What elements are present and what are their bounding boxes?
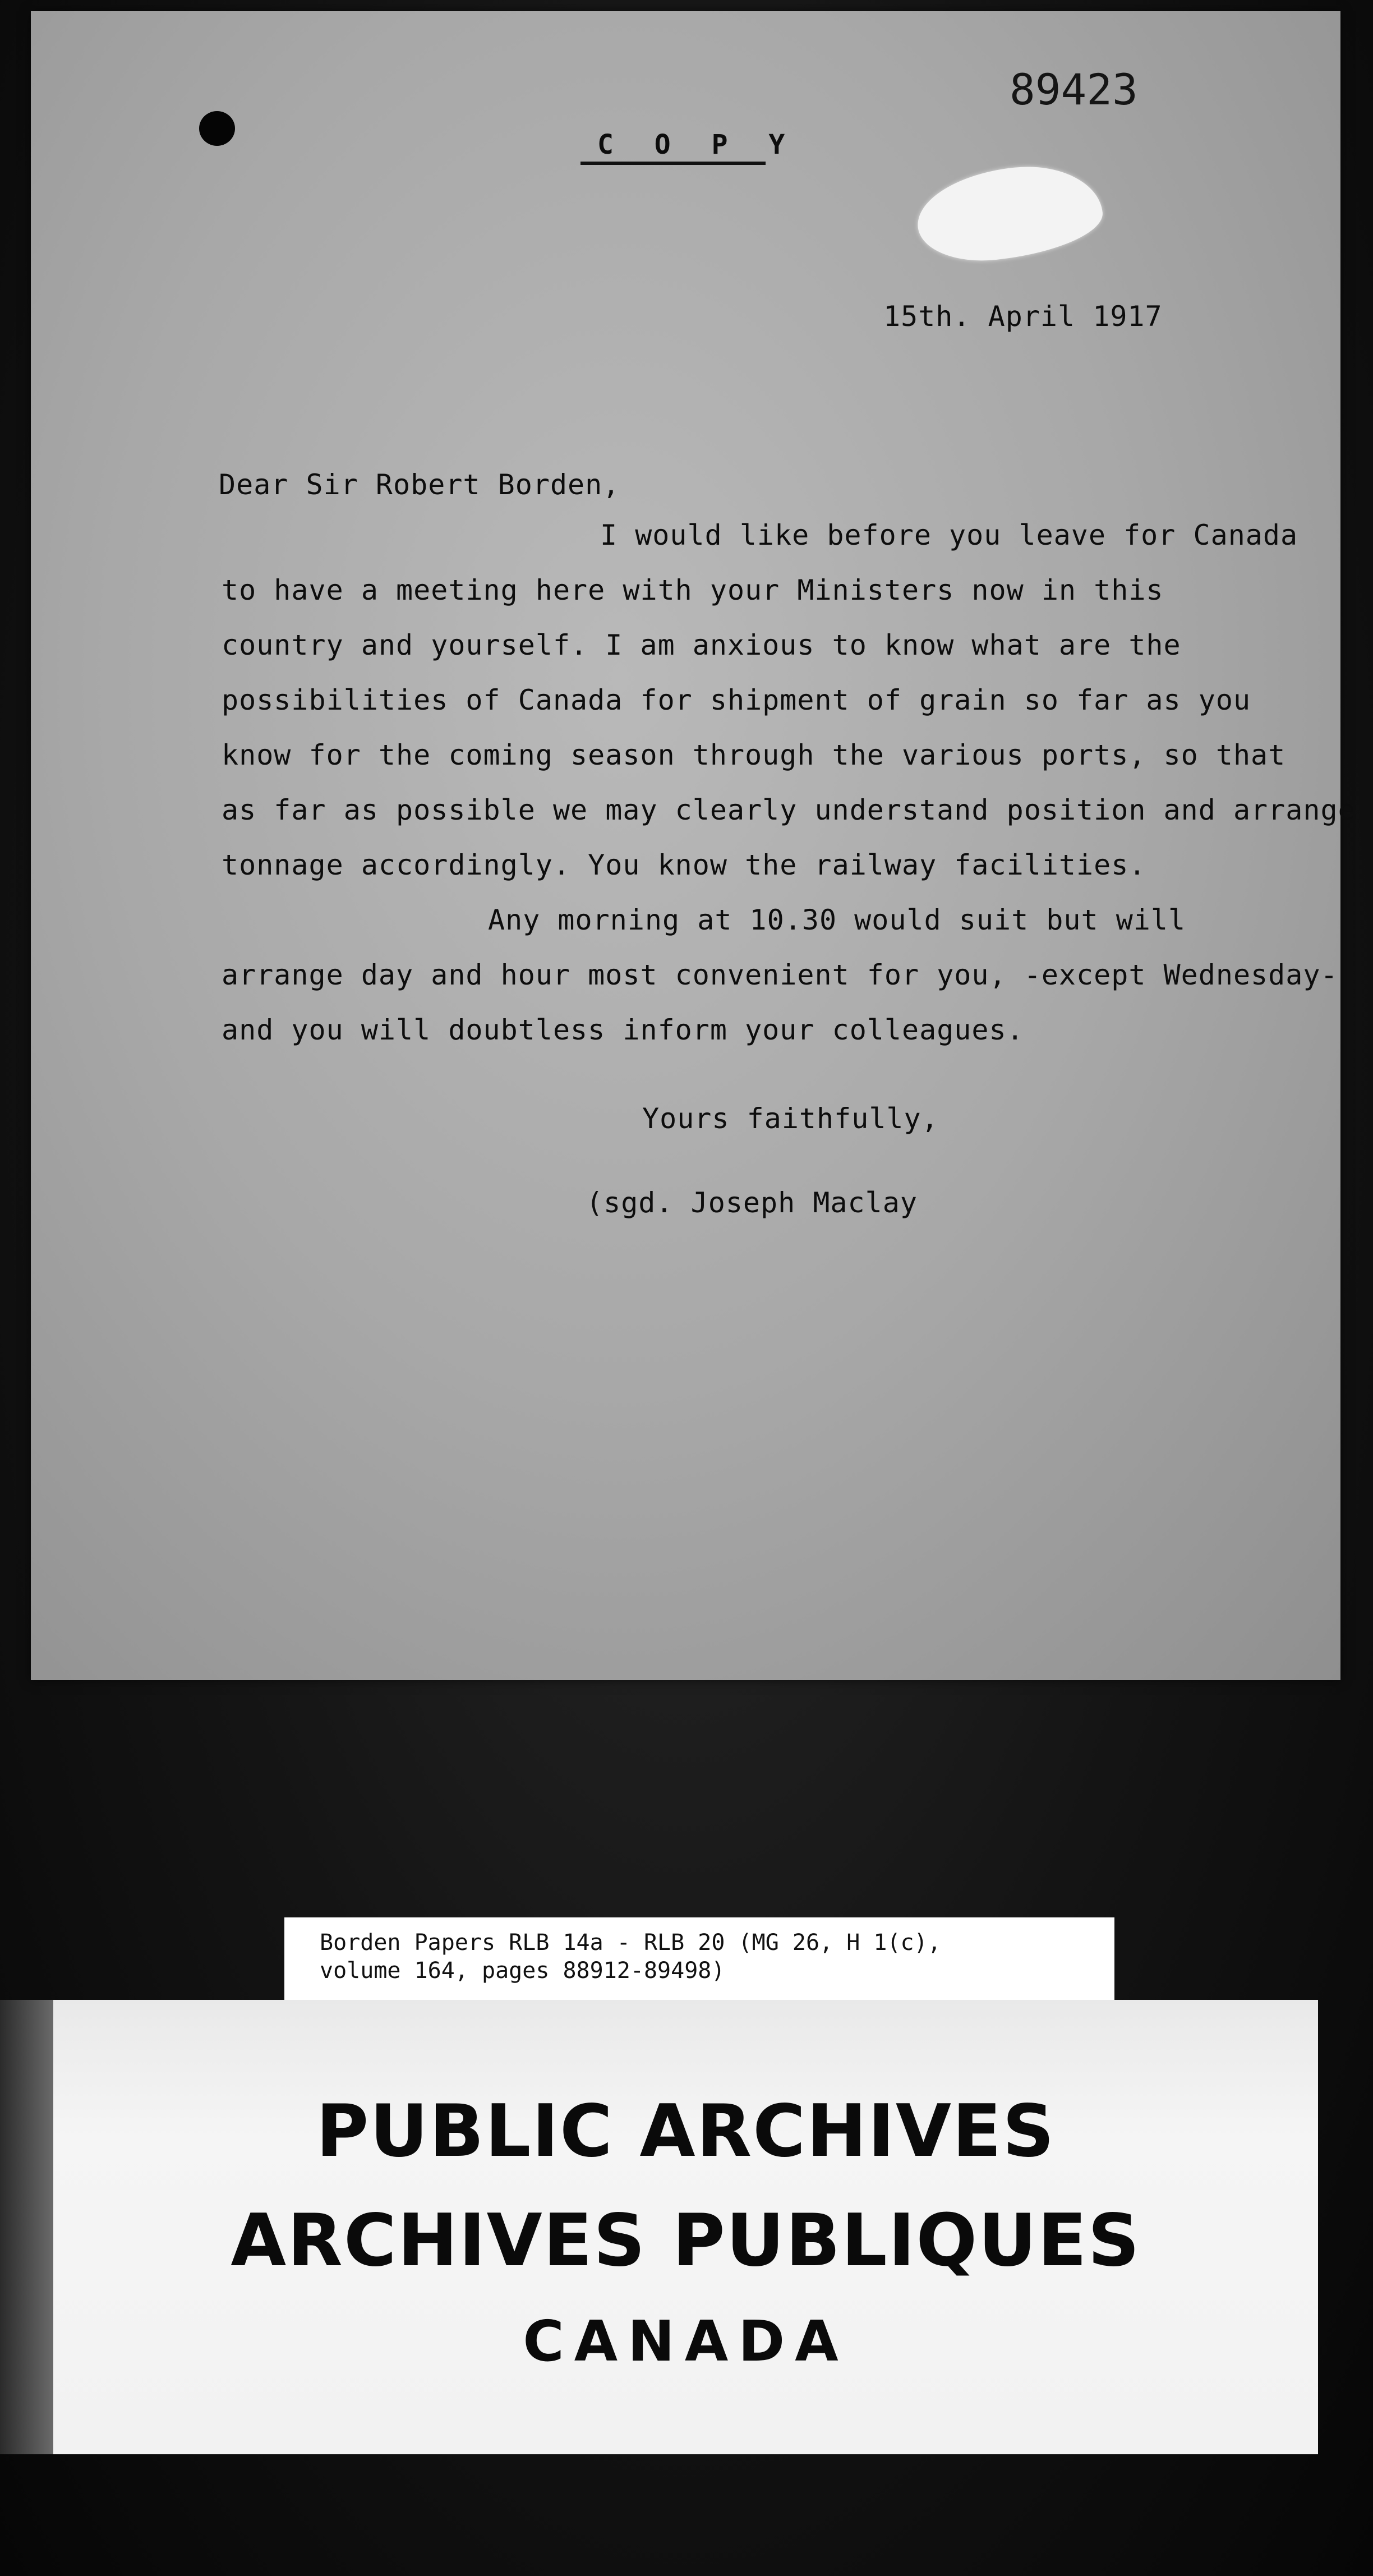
archives-card xyxy=(53,2000,1318,2454)
card-edge xyxy=(0,2000,53,2454)
reference-label xyxy=(284,1917,1114,2002)
punch-hole xyxy=(199,111,235,146)
body-line: arrange day and hour most convenient for you, -except Wednesday- xyxy=(222,959,1338,991)
body-line: country and yourself. I am anxious to know what are the xyxy=(222,629,1181,661)
body-line: know for the coming season through the various ports, so that xyxy=(222,739,1286,771)
salutation: Dear Sir Robert Borden, xyxy=(219,468,620,501)
letter-date: 15th. April 1917 xyxy=(883,300,1163,333)
archives-title-fr: ARCHIVES PUBLIQUES xyxy=(231,2199,1141,2283)
reference-line: Borden Papers RLB 14a - RLB 20 (MG 26, H 1(c), xyxy=(320,1930,941,1956)
body-line: as far as possible we may clearly understand position and arrange xyxy=(222,794,1356,826)
white-patch xyxy=(913,159,1107,268)
body-line: tonnage accordingly. You know the railway facilities. xyxy=(222,849,1146,881)
archives-title-en: PUBLIC ARCHIVES xyxy=(316,2090,1056,2173)
body-line: Any morning at 10.30 would suit but will xyxy=(488,904,1186,936)
letter-sheet xyxy=(31,11,1356,1680)
reference-line: volume 164, pages 88912-89498) xyxy=(320,1958,725,1984)
copy-heading: C O P Y xyxy=(597,129,798,160)
body-line: I would like before you leave for Canada xyxy=(600,519,1298,551)
body-line: to have a meeting here with your Ministers now in this xyxy=(222,574,1164,606)
body-line: and you will doubtless inform your colleagues. xyxy=(222,1014,1024,1046)
body-line: possibilities of Canada for shipment of grain so far as you xyxy=(222,684,1251,716)
signature: (sgd. Joseph Maclay xyxy=(586,1186,918,1219)
archives-country: CANADA xyxy=(523,2308,849,2374)
copy-underline xyxy=(580,162,766,165)
closing: Yours faithfully, xyxy=(642,1102,939,1135)
document-number: 89423 xyxy=(1010,65,1138,114)
